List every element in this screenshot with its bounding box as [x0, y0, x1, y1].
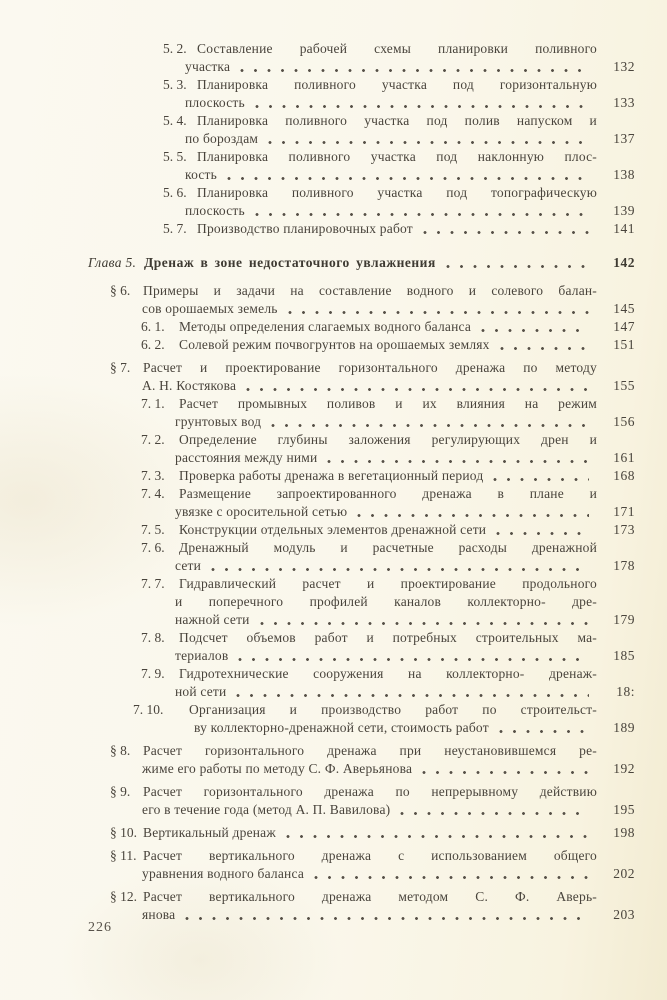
- entry-text: Планировка поливного участка под полив напуском и: [197, 113, 597, 128]
- toc-entry: [0, 888, 635, 924]
- toc-line: [0, 701, 635, 719]
- toc-line: [0, 58, 635, 76]
- toc-entry: [0, 148, 635, 184]
- toc-line: [0, 148, 635, 166]
- entry-text: Расчет горизонтального дренажа при неустановившемся ре-: [143, 743, 597, 758]
- toc-entry: [0, 701, 635, 737]
- dot-leader: [286, 824, 589, 842]
- toc-entry: [0, 847, 635, 883]
- toc-line: [0, 112, 635, 130]
- page-number: 178: [613, 558, 635, 573]
- dot-leader: [260, 611, 589, 629]
- toc-entry: [0, 40, 635, 76]
- toc-entry: [0, 282, 635, 318]
- dot-leader: [211, 557, 589, 575]
- toc-line: [0, 503, 635, 521]
- entry-text: Планировка поливного участка под горизонтальную: [197, 77, 597, 92]
- entry-number: 7. 10.: [133, 702, 164, 717]
- entry-text: Организация и производство работ по строительст-: [189, 702, 597, 717]
- entry-text: расстояния между ними: [175, 450, 318, 465]
- toc-entry: [0, 665, 635, 701]
- toc-line: [0, 184, 635, 202]
- toc-line: [0, 865, 635, 883]
- dot-leader: [288, 300, 589, 318]
- entry-text: Солевой режим почвогрунтов на орошаемых землях: [179, 337, 490, 352]
- page-number: 195: [613, 802, 635, 817]
- page-number: 138: [613, 167, 635, 182]
- entry-text: сети: [175, 558, 202, 573]
- toc-line: [0, 760, 635, 778]
- page-number: 145: [613, 301, 635, 316]
- entry-text: Производство планировочных работ: [197, 221, 413, 236]
- entry-text: ву коллекторно-дренажной сети, стоимость работ: [194, 720, 489, 735]
- dot-leader: [496, 521, 589, 539]
- toc-line: [0, 719, 635, 737]
- entry-number: 5. 4.: [163, 113, 187, 128]
- page-number: 192: [613, 761, 635, 776]
- entry-text: Планировка поливного участка под наклонную плос-: [197, 149, 597, 164]
- dot-leader: [500, 336, 589, 354]
- page-number: 18:: [616, 684, 635, 699]
- entry-text: и поперечного профилей каналов коллекторно- дре-: [175, 594, 597, 609]
- entry-text: по бороздам: [185, 131, 259, 146]
- toc-line: [0, 629, 635, 647]
- entry-text: янова: [142, 907, 176, 922]
- dot-leader: [236, 683, 589, 701]
- entry-text: Подсчет объемов работ и потребных строительных ма-: [179, 630, 597, 645]
- entry-number: § 7.: [110, 360, 131, 375]
- toc-entry: [0, 395, 635, 431]
- dot-leader: [499, 719, 589, 737]
- entry-text: териалов: [175, 648, 229, 663]
- entry-number: 7. 3.: [141, 468, 165, 483]
- entry-text: ной сети: [175, 684, 227, 699]
- page-number: 139: [613, 203, 635, 218]
- page-number: 179: [613, 612, 635, 627]
- entry-number: § 6.: [110, 283, 131, 298]
- entry-text: его в течение года (метод А. П. Вавилова): [142, 802, 391, 817]
- entry-text: Расчет промывных поливов и их влияния на режим: [179, 396, 597, 411]
- dot-leader: [446, 254, 589, 272]
- toc-line: [0, 665, 635, 683]
- entry-text: нажной сети: [175, 612, 250, 627]
- entry-number: § 8.: [110, 743, 131, 758]
- toc-line: [0, 76, 635, 94]
- toc-entry: [0, 742, 635, 778]
- entry-text: участка: [185, 59, 231, 74]
- dot-leader: [255, 202, 589, 220]
- toc-line: [0, 575, 635, 593]
- toc-entry: [0, 318, 635, 336]
- dot-leader: [185, 906, 589, 924]
- entry-text: Определение глубины заложения регулирующих дрен и: [179, 432, 597, 447]
- toc-entry: [0, 539, 635, 575]
- page-number: 189: [613, 720, 635, 735]
- page-number: 173: [613, 522, 635, 537]
- entry-text: Дренаж в зоне недостаточного увлажнения: [144, 255, 436, 270]
- page-number: 202: [613, 866, 635, 881]
- toc-line: [0, 888, 635, 906]
- toc-line: [0, 742, 635, 760]
- entry-text: Планировка поливного участка под топографическую: [197, 185, 597, 200]
- page-number: 141: [613, 221, 635, 236]
- entry-number: § 11.: [110, 848, 137, 863]
- entry-number: 5. 6.: [163, 185, 187, 200]
- entry-text: грунтовых вод: [175, 414, 262, 429]
- entry-number: 6. 2.: [141, 337, 165, 352]
- entry-number: 5. 7.: [163, 221, 187, 236]
- entry-number: 7. 6.: [141, 540, 165, 555]
- page-number: 147: [613, 319, 635, 334]
- dot-leader: [400, 801, 589, 819]
- toc-entry: [0, 521, 635, 539]
- page-number: 171: [613, 504, 635, 519]
- toc-line: [0, 647, 635, 665]
- toc-line: [0, 801, 635, 819]
- entry-number: 7. 5.: [141, 522, 165, 537]
- dot-leader: [481, 318, 589, 336]
- toc-line: [0, 593, 635, 611]
- toc-entry: [0, 336, 635, 354]
- toc-line: [0, 847, 635, 865]
- toc-entry: [0, 359, 635, 395]
- toc-line: [0, 318, 635, 336]
- toc-line: [0, 282, 635, 300]
- entry-number: § 10.: [110, 825, 137, 840]
- toc-line: [0, 539, 635, 557]
- toc-line: [0, 611, 635, 629]
- entry-text: Дренажный модуль и расчетные расходы дренажной: [179, 540, 597, 555]
- toc-line: [0, 300, 635, 318]
- toc-entry: [0, 112, 635, 148]
- dot-leader: [493, 467, 589, 485]
- toc-entry: [0, 184, 635, 220]
- entry-text: сов орошаемых земель: [142, 301, 278, 316]
- toc-entry: [0, 485, 635, 521]
- toc-line: [0, 359, 635, 377]
- dot-leader: [327, 449, 589, 467]
- entry-text: Конструкции отдельных элементов дренажной сети: [179, 522, 487, 537]
- toc-entry: [0, 254, 635, 272]
- page-number: 185: [613, 648, 635, 663]
- toc-entry: [0, 783, 635, 819]
- toc-line: [0, 783, 635, 801]
- dot-leader: [422, 760, 589, 778]
- entry-number: 5. 5.: [163, 149, 187, 164]
- page-number: 151: [613, 337, 635, 352]
- entry-number: 7. 8.: [141, 630, 165, 645]
- toc-line: [0, 202, 635, 220]
- entry-number: 5. 3.: [163, 77, 187, 92]
- toc-line: [0, 413, 635, 431]
- toc-line: [0, 130, 635, 148]
- entry-text: Вертикальный дренаж: [143, 825, 276, 840]
- entry-text: Гидротехнические сооружения на коллекторно- дренаж-: [179, 666, 597, 681]
- dot-leader: [357, 503, 589, 521]
- toc-line: [0, 166, 635, 184]
- entry-number: § 12.: [110, 889, 137, 904]
- entry-text: Примеры и задачи на составление водного и солевого балан-: [143, 283, 597, 298]
- page-number: 137: [613, 131, 635, 146]
- page-number: 142: [613, 255, 635, 270]
- page-number: 161: [613, 450, 635, 465]
- entry-number: 7. 2.: [141, 432, 165, 447]
- dot-leader: [238, 647, 589, 665]
- entry-number: 7. 7.: [141, 576, 165, 591]
- page-number: 203: [613, 907, 635, 922]
- entry-number: 7. 1.: [141, 396, 165, 411]
- entry-text: плоскость: [185, 95, 245, 110]
- dot-leader: [246, 377, 589, 395]
- toc-line: [0, 557, 635, 575]
- entry-text: уравнения водного баланса: [142, 866, 305, 881]
- entry-text: А. Н. Костякова: [142, 378, 237, 393]
- toc-line: [0, 521, 635, 539]
- toc-line: [0, 395, 635, 413]
- entry-text: жиме его работы по методу С. Ф. Аверьянова: [142, 761, 413, 776]
- toc-entry: [0, 220, 635, 238]
- toc-line: [0, 220, 635, 238]
- toc-line: [0, 377, 635, 395]
- entry-text: Расчет вертикального дренажа с использованием общего: [143, 848, 597, 863]
- entry-text: кость: [185, 167, 218, 182]
- page-number: 156: [613, 414, 635, 429]
- toc-line: [0, 683, 635, 701]
- toc-line: [0, 431, 635, 449]
- entry-text: Составление рабочей схемы планировки поливного: [197, 41, 597, 56]
- dot-leader: [423, 220, 589, 238]
- dot-leader: [227, 166, 589, 184]
- toc-line: [0, 824, 635, 842]
- entry-number: Глава 5.: [88, 255, 137, 270]
- entry-text: увязке с оросительной сетью: [175, 504, 348, 519]
- page-number: 133: [613, 95, 635, 110]
- toc-line: [0, 40, 635, 58]
- toc-entry: [0, 76, 635, 112]
- dot-leader: [268, 130, 589, 148]
- entry-text: Проверка работы дренажа в вегетационный период: [179, 468, 484, 483]
- toc-entry: [0, 575, 635, 629]
- entry-text: Гидравлический расчет и проектирование продольного: [179, 576, 597, 591]
- entry-number: 7. 9.: [141, 666, 165, 681]
- toc-line: [0, 467, 635, 485]
- toc-entry: [0, 629, 635, 665]
- dot-leader: [271, 413, 589, 431]
- toc-line: [0, 336, 635, 354]
- entry-number: 5. 2.: [163, 41, 187, 56]
- page-number: 132: [613, 59, 635, 74]
- toc-entry: [0, 431, 635, 467]
- entry-text: Расчет горизонтального дренажа по непрерывному действию: [143, 784, 597, 799]
- toc-line: [0, 449, 635, 467]
- entry-number: 6. 1.: [141, 319, 165, 334]
- entry-text: Расчет вертикального дренажа методом С. Ф. Аверь-: [143, 889, 597, 904]
- entry-number: 7. 4.: [141, 486, 165, 501]
- entry-text: Размещение запроектированного дренажа в плане и: [179, 486, 597, 501]
- toc-entry: [0, 824, 635, 842]
- dot-leader: [255, 94, 589, 112]
- entry-text: Методы определения слагаемых водного баланса: [179, 319, 472, 334]
- page-number: 198: [613, 825, 635, 840]
- folio-page-number: 226: [88, 920, 112, 935]
- page-number: 155: [613, 378, 635, 393]
- toc-line: [0, 94, 635, 112]
- toc-line: [0, 254, 635, 272]
- dot-leader: [314, 865, 589, 883]
- toc-line: [0, 485, 635, 503]
- entry-number: § 9.: [110, 784, 131, 799]
- dot-leader: [240, 58, 589, 76]
- entry-text: Расчет и проектирование горизонтального дренажа по методу: [143, 360, 597, 375]
- toc-entry: [0, 467, 635, 485]
- entry-text: плоскость: [185, 203, 245, 218]
- page-number: 168: [613, 468, 635, 483]
